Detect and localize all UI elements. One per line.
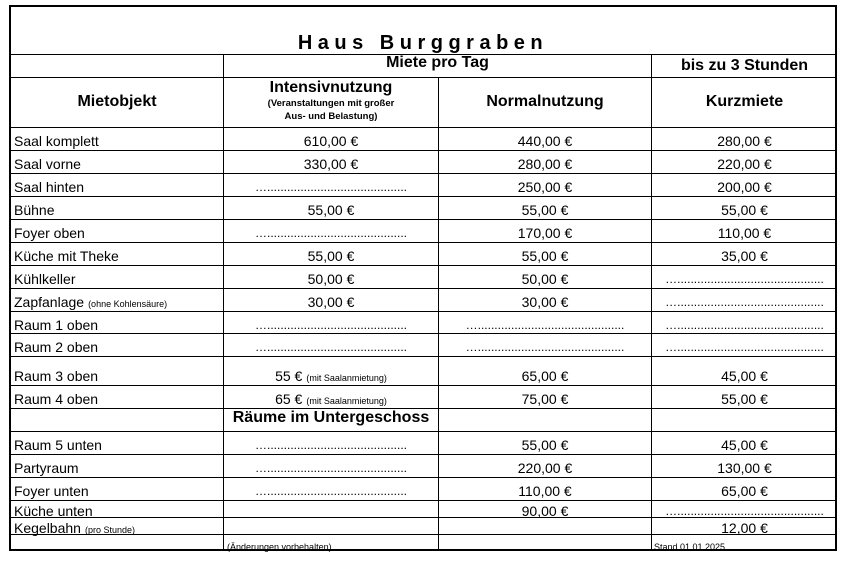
intensiv-note: (mit Saalanmietung) [306, 396, 387, 406]
cell-normal: …............................................ [465, 340, 625, 354]
intensiv-value: ….......................................... [254, 484, 408, 498]
rule [11, 454, 835, 455]
cell-normal: …............................................ [465, 318, 625, 332]
cell-intensiv [224, 133, 438, 149]
table-row [14, 503, 93, 519]
intensiv-value: ….......................................... [254, 438, 408, 452]
intensiv-value: 330,00 € [303, 156, 359, 172]
page-title: Haus Burggraben [297, 32, 549, 54]
table-row [14, 391, 98, 407]
row-label: Kühlkeller [14, 271, 76, 287]
cell-kurz: …............................................ [665, 318, 824, 332]
intensiv-value: ….......................................... [254, 340, 408, 354]
cell-intensiv [224, 317, 438, 333]
intensiv-value: 55 € [275, 368, 303, 384]
table-row [14, 294, 167, 312]
table-row [14, 248, 119, 264]
cell-kurz: 65,00 € [721, 483, 768, 499]
cell-intensiv [224, 179, 438, 195]
cell-kurz: 12,00 € [721, 520, 768, 536]
rule [11, 219, 835, 220]
table-row [14, 483, 89, 499]
cell-normal: 30,00 € [521, 294, 569, 310]
table-row [14, 317, 98, 333]
cell-kurz: 280,00 € [717, 133, 772, 149]
cell-normal: 250,00 € [517, 179, 573, 195]
cell-normal: 170,00 € [517, 225, 573, 241]
header-kurzmiete: Kurzmiete [705, 93, 784, 110]
cell-normal: 55,00 € [521, 437, 569, 453]
cell-kurz: …............................................ [665, 340, 824, 354]
section-untergeschoss: Räume im Untergeschoss [232, 409, 430, 426]
table-row [14, 339, 98, 355]
row-label: Saal komplett [14, 133, 99, 149]
intensiv-value: 55,00 € [307, 202, 355, 218]
intensiv-value: 55,00 € [307, 248, 355, 264]
row-label: Raum 2 oben [14, 339, 99, 355]
header-normalnutzung: Normalnutzung [486, 93, 604, 110]
table-row [14, 202, 54, 218]
rule [11, 500, 835, 501]
row-label: Küche unten [14, 503, 93, 519]
table-row [14, 437, 102, 453]
table-row [14, 179, 84, 195]
table-row [14, 460, 79, 476]
table-row [14, 368, 98, 384]
row-label: Kegelbahn [14, 520, 81, 536]
cell-normal: 280,00 € [517, 156, 573, 172]
header-mietobjekt: Mietobjekt [77, 93, 157, 110]
cell-normal: 90,00 € [521, 503, 569, 519]
cell-intensiv [224, 368, 438, 386]
row-label: Foyer unten [14, 483, 89, 499]
intensiv-note: (mit Saalanmietung) [306, 373, 387, 383]
cell-normal: 50,00 € [521, 271, 569, 287]
cell-kurz: 55,00 € [721, 391, 768, 407]
rule [11, 265, 835, 266]
cell-kurz: 110,00 € [717, 225, 772, 241]
intensiv-value: 610,00 € [303, 133, 359, 149]
rule [11, 356, 835, 357]
rule [11, 242, 835, 243]
cell-kurz: …............................................ [665, 504, 824, 518]
intensiv-value: 65 € [275, 391, 303, 407]
row-note: (pro Stunde) [84, 525, 135, 535]
row-label: Foyer oben [14, 225, 85, 241]
cell-intensiv [224, 339, 438, 355]
row-label: Saal vorne [14, 156, 81, 172]
header-intensivnutzung: Intensivnutzung [269, 79, 393, 96]
intensiv-value: ….......................................... [254, 318, 408, 332]
cell-kurz: 200,00 € [717, 179, 772, 195]
intensiv-value: ….......................................... [254, 180, 408, 194]
intensiv-value: 30,00 € [307, 294, 355, 310]
cell-intensiv [224, 271, 438, 287]
cell-intensiv [224, 460, 438, 476]
cell-intensiv [224, 156, 438, 172]
rule [11, 196, 835, 197]
cell-normal: 55,00 € [521, 248, 569, 264]
header-intensivnutzung-sub1: (Veranstaltungen mit großer [267, 98, 395, 109]
table-row [14, 520, 135, 538]
rule [11, 333, 835, 334]
rule [11, 127, 835, 128]
intensiv-value: 50,00 € [307, 271, 355, 287]
cell-normal: 220,00 € [517, 460, 573, 476]
cell-kurz: …............................................ [665, 272, 824, 286]
cell-kurz: 45,00 € [721, 368, 768, 384]
cell-kurz: 45,00 € [721, 437, 768, 453]
row-label: Raum 3 oben [14, 368, 99, 384]
cell-kurz: …............................................ [665, 295, 824, 309]
cell-intensiv [224, 294, 438, 310]
row-label: Raum 1 oben [14, 317, 99, 333]
row-note: (ohne Kohlensäure) [88, 299, 168, 309]
cell-intensiv [224, 391, 438, 409]
intensiv-value: ….......................................... [254, 461, 408, 475]
rule [11, 173, 835, 174]
cell-intensiv [224, 248, 438, 264]
row-label: Bühne [14, 202, 55, 218]
cell-kurz: 55,00 € [721, 202, 768, 218]
table-row [14, 271, 75, 287]
row-label: Küche mit Theke [14, 248, 119, 264]
table-row [14, 156, 81, 172]
row-label: Saal hinten [14, 179, 85, 195]
cell-kurz: 130,00 € [717, 460, 772, 476]
table-row [14, 225, 85, 241]
rule [11, 77, 835, 78]
header-intensivnutzung-sub2: Aus- und Belastung) [284, 111, 378, 122]
cell-normal: 65,00 € [521, 368, 569, 384]
cell-intensiv [224, 225, 438, 241]
header-miete-pro-tag: Miete pro Tag [386, 54, 489, 71]
row-label: Partyraum [14, 460, 79, 476]
cell-kurz: 35,00 € [721, 248, 768, 264]
row-label: Zapfanlage [14, 294, 85, 310]
row-label: Raum 5 unten [14, 437, 102, 453]
table-row [14, 133, 99, 149]
rule [11, 288, 835, 289]
cell-kurz: 220,00 € [717, 156, 772, 172]
price-table [9, 5, 837, 551]
rule [11, 150, 835, 151]
rule [11, 431, 835, 432]
cell-normal: 55,00 € [521, 202, 569, 218]
footer-stand: Stand 01.01.2025 [654, 542, 726, 552]
cell-intensiv [224, 437, 438, 453]
cell-intensiv [224, 483, 438, 499]
row-label: Raum 4 oben [14, 391, 99, 407]
footer-aenderungen: (Änderungen vorbehalten) [227, 542, 332, 552]
rule [11, 477, 835, 478]
cell-normal: 75,00 € [521, 391, 569, 407]
cell-normal: 110,00 € [518, 483, 572, 499]
cell-intensiv [224, 202, 438, 218]
header-bis-3-stunden: bis zu 3 Stunden [680, 57, 809, 74]
cell-normal: 440,00 € [517, 133, 573, 149]
intensiv-value: ….......................................... [254, 226, 408, 240]
